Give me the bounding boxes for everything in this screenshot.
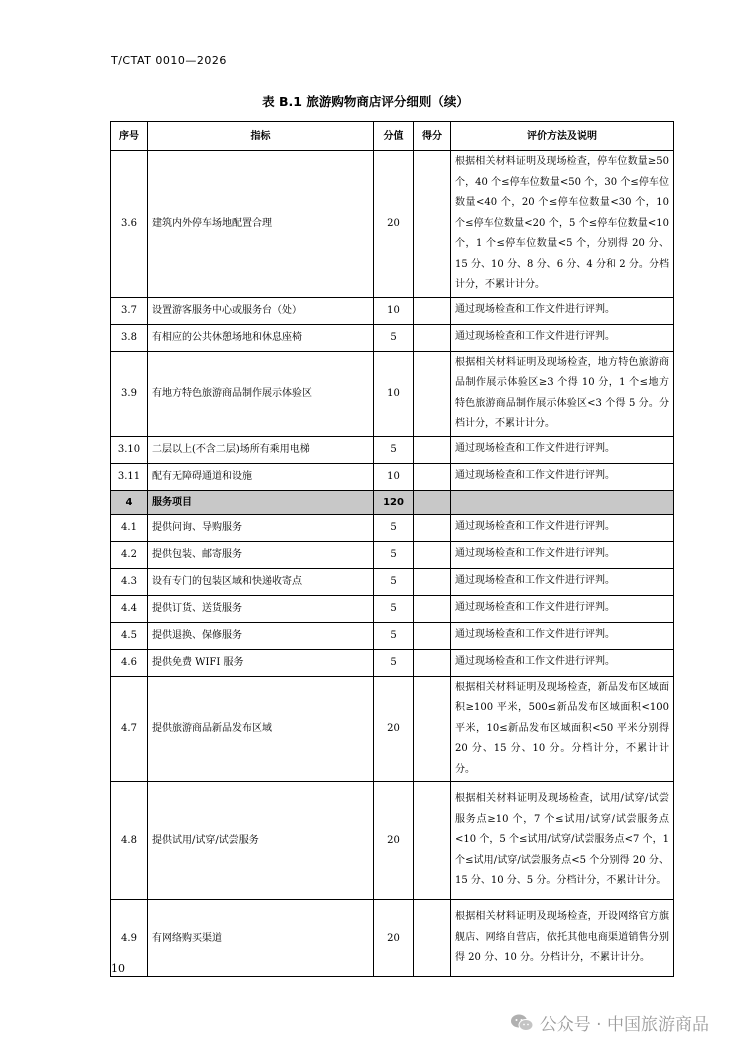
table-row [111, 541, 674, 568]
row-got [414, 568, 451, 595]
table-row [111, 568, 674, 595]
row-got [414, 782, 451, 900]
row-got [414, 622, 451, 649]
row-number: 4.5 [111, 622, 148, 649]
row-method: 根据相关材料证明及现场检查，停车位数量≥50 个，40 个≤停车位数量<50 个，30 个≤停车位数量<40 个，20 个≤停车位数量<30 个，10 个≤停车位数量<20 个，5 个≤停车位数量<10 个，1 个≤停车位数量<5 个，分别得 20 分、15 分、10 分、8 分、6 分、4 分和 2 分。分档计分，不累计计分。 [451, 151, 674, 298]
col-header-no: 序号 [111, 122, 148, 151]
row-method: 通过现场检查和工作文件进行评判。 [451, 514, 674, 541]
col-header-score: 分值 [374, 122, 414, 151]
row-score: 5 [374, 649, 414, 676]
row-score: 20 [374, 151, 414, 298]
row-method: 通过现场检查和工作文件进行评判。 [451, 622, 674, 649]
row-method: 通过现场检查和工作文件进行评判。 [451, 649, 674, 676]
wechat-icon [510, 1013, 534, 1033]
row-score: 120 [374, 490, 414, 514]
row-number: 3.11 [111, 463, 148, 490]
row-method: 通过现场检查和工作文件进行评判。 [451, 297, 674, 324]
row-number: 3.7 [111, 297, 148, 324]
row-got [414, 900, 451, 977]
table-row [111, 514, 674, 541]
row-indicator: 设有专门的包装区域和快递收寄点 [148, 568, 374, 595]
row-number: 4.2 [111, 541, 148, 568]
row-number: 3.6 [111, 151, 148, 298]
table-row [111, 676, 674, 782]
row-score: 20 [374, 900, 414, 977]
row-got [414, 436, 451, 463]
row-method: 通过现场检查和工作文件进行评判。 [451, 541, 674, 568]
row-indicator: 提供订货、送货服务 [148, 595, 374, 622]
row-method: 通过现场检查和工作文件进行评判。 [451, 436, 674, 463]
row-method: 通过现场检查和工作文件进行评判。 [451, 595, 674, 622]
row-indicator: 提供试用/试穿/试尝服务 [148, 782, 374, 900]
table-row [111, 595, 674, 622]
row-indicator: 提供问询、导购服务 [148, 514, 374, 541]
row-method: 通过现场检查和工作文件进行评判。 [451, 568, 674, 595]
row-number: 3.10 [111, 436, 148, 463]
row-score: 5 [374, 568, 414, 595]
row-got [414, 490, 451, 514]
row-score: 5 [374, 622, 414, 649]
row-method: 通过现场检查和工作文件进行评判。 [451, 324, 674, 351]
table-row [111, 436, 674, 463]
row-indicator: 提供旅游商品新品发布区域 [148, 676, 374, 782]
row-number: 3.9 [111, 351, 148, 436]
row-score: 10 [374, 351, 414, 436]
row-got [414, 541, 451, 568]
table-row [111, 900, 674, 977]
row-indicator: 建筑内外停车场地配置合理 [148, 151, 374, 298]
row-score: 10 [374, 463, 414, 490]
table-row [111, 782, 674, 900]
row-number: 4.6 [111, 649, 148, 676]
row-score: 5 [374, 514, 414, 541]
row-indicator: 提供退换、保修服务 [148, 622, 374, 649]
row-indicator: 有相应的公共休憩场地和休息座椅 [148, 324, 374, 351]
row-number: 4 [111, 490, 148, 514]
row-indicator: 二层以上(不含二层)场所有乘用电梯 [148, 436, 374, 463]
row-number: 3.8 [111, 324, 148, 351]
row-score: 5 [374, 324, 414, 351]
row-score: 5 [374, 595, 414, 622]
row-got [414, 463, 451, 490]
row-score: 5 [374, 541, 414, 568]
watermark-label: 公众号 · 中国旅游商品 [539, 1015, 709, 1035]
row-method [451, 490, 674, 514]
row-number: 4.4 [111, 595, 148, 622]
row-number: 4.1 [111, 514, 148, 541]
row-got [414, 351, 451, 436]
table-title: 表 B.1 旅游购物商店评分细则（续） [262, 94, 469, 109]
row-got [414, 297, 451, 324]
row-got [414, 676, 451, 782]
row-method: 根据相关材料证明及现场检查，开设网络官方旗舰店、网络自营店，依托其他电商渠道销售分别得 20 分、10 分。分档计分，不累计计分。 [451, 900, 674, 977]
row-indicator: 提供免费 WIFI 服务 [148, 649, 374, 676]
col-header-got: 得分 [414, 122, 451, 151]
row-score: 20 [374, 782, 414, 900]
row-indicator: 提供包装、邮寄服务 [148, 541, 374, 568]
row-indicator: 设置游客服务中心或服务台（处） [148, 297, 374, 324]
row-got [414, 151, 451, 298]
row-got [414, 514, 451, 541]
table-row [111, 622, 674, 649]
col-header-method: 评价方法及说明 [451, 122, 674, 151]
watermark [510, 1010, 709, 1035]
row-indicator: 服务项目 [148, 490, 374, 514]
standard-code: T/CTAT 0010—2026 [111, 54, 227, 67]
table-row [111, 151, 674, 298]
table-row [111, 463, 674, 490]
table-row [111, 324, 674, 351]
row-indicator: 配有无障碍通道和设施 [148, 463, 374, 490]
col-header-item: 指标 [148, 122, 374, 151]
table-row [111, 297, 674, 324]
row-number: 4.9 [111, 900, 148, 977]
row-score: 5 [374, 436, 414, 463]
row-score: 20 [374, 676, 414, 782]
page-number: 10 [111, 962, 125, 975]
row-score: 10 [374, 297, 414, 324]
row-indicator: 有地方特色旅游商品制作展示体验区 [148, 351, 374, 436]
scoring-table [110, 121, 674, 977]
row-number: 4.8 [111, 782, 148, 900]
row-indicator: 有网络购买渠道 [148, 900, 374, 977]
row-method: 根据相关材料证明及现场检查，新品发布区域面积≥100 平米，500≤新品发布区域面积<100 平米，10≤新品发布区域面积<50 平米分别得 20 分、15 分、10 分。分档计分，不累计计分。 [451, 676, 674, 782]
table-header-row [111, 122, 674, 151]
row-got [414, 324, 451, 351]
row-number: 4.7 [111, 676, 148, 782]
row-number: 4.3 [111, 568, 148, 595]
row-method: 根据相关材料证明及现场检查，试用/试穿/试尝服务点≥10 个，7 个≤试用/试穿/试尝服务点<10 个，5 个≤试用/试穿/试尝服务点<7 个，1 个≤试用/试穿/试尝服务点<5 个分别得 20 分、15 分、10 分、5 分。分档计分，不累计计分。 [451, 782, 674, 900]
table-row [111, 351, 674, 436]
section-row [111, 490, 674, 514]
row-method: 根据相关材料证明及现场检查，地方特色旅游商品制作展示体验区≥3 个得 10 分，1 个≤地方特色旅游商品制作展示体验区<3 个得 5 分。分档计分，不累计计分。 [451, 351, 674, 436]
table-row [111, 649, 674, 676]
row-got [414, 649, 451, 676]
row-got [414, 595, 451, 622]
row-method: 通过现场检查和工作文件进行评判。 [451, 463, 674, 490]
